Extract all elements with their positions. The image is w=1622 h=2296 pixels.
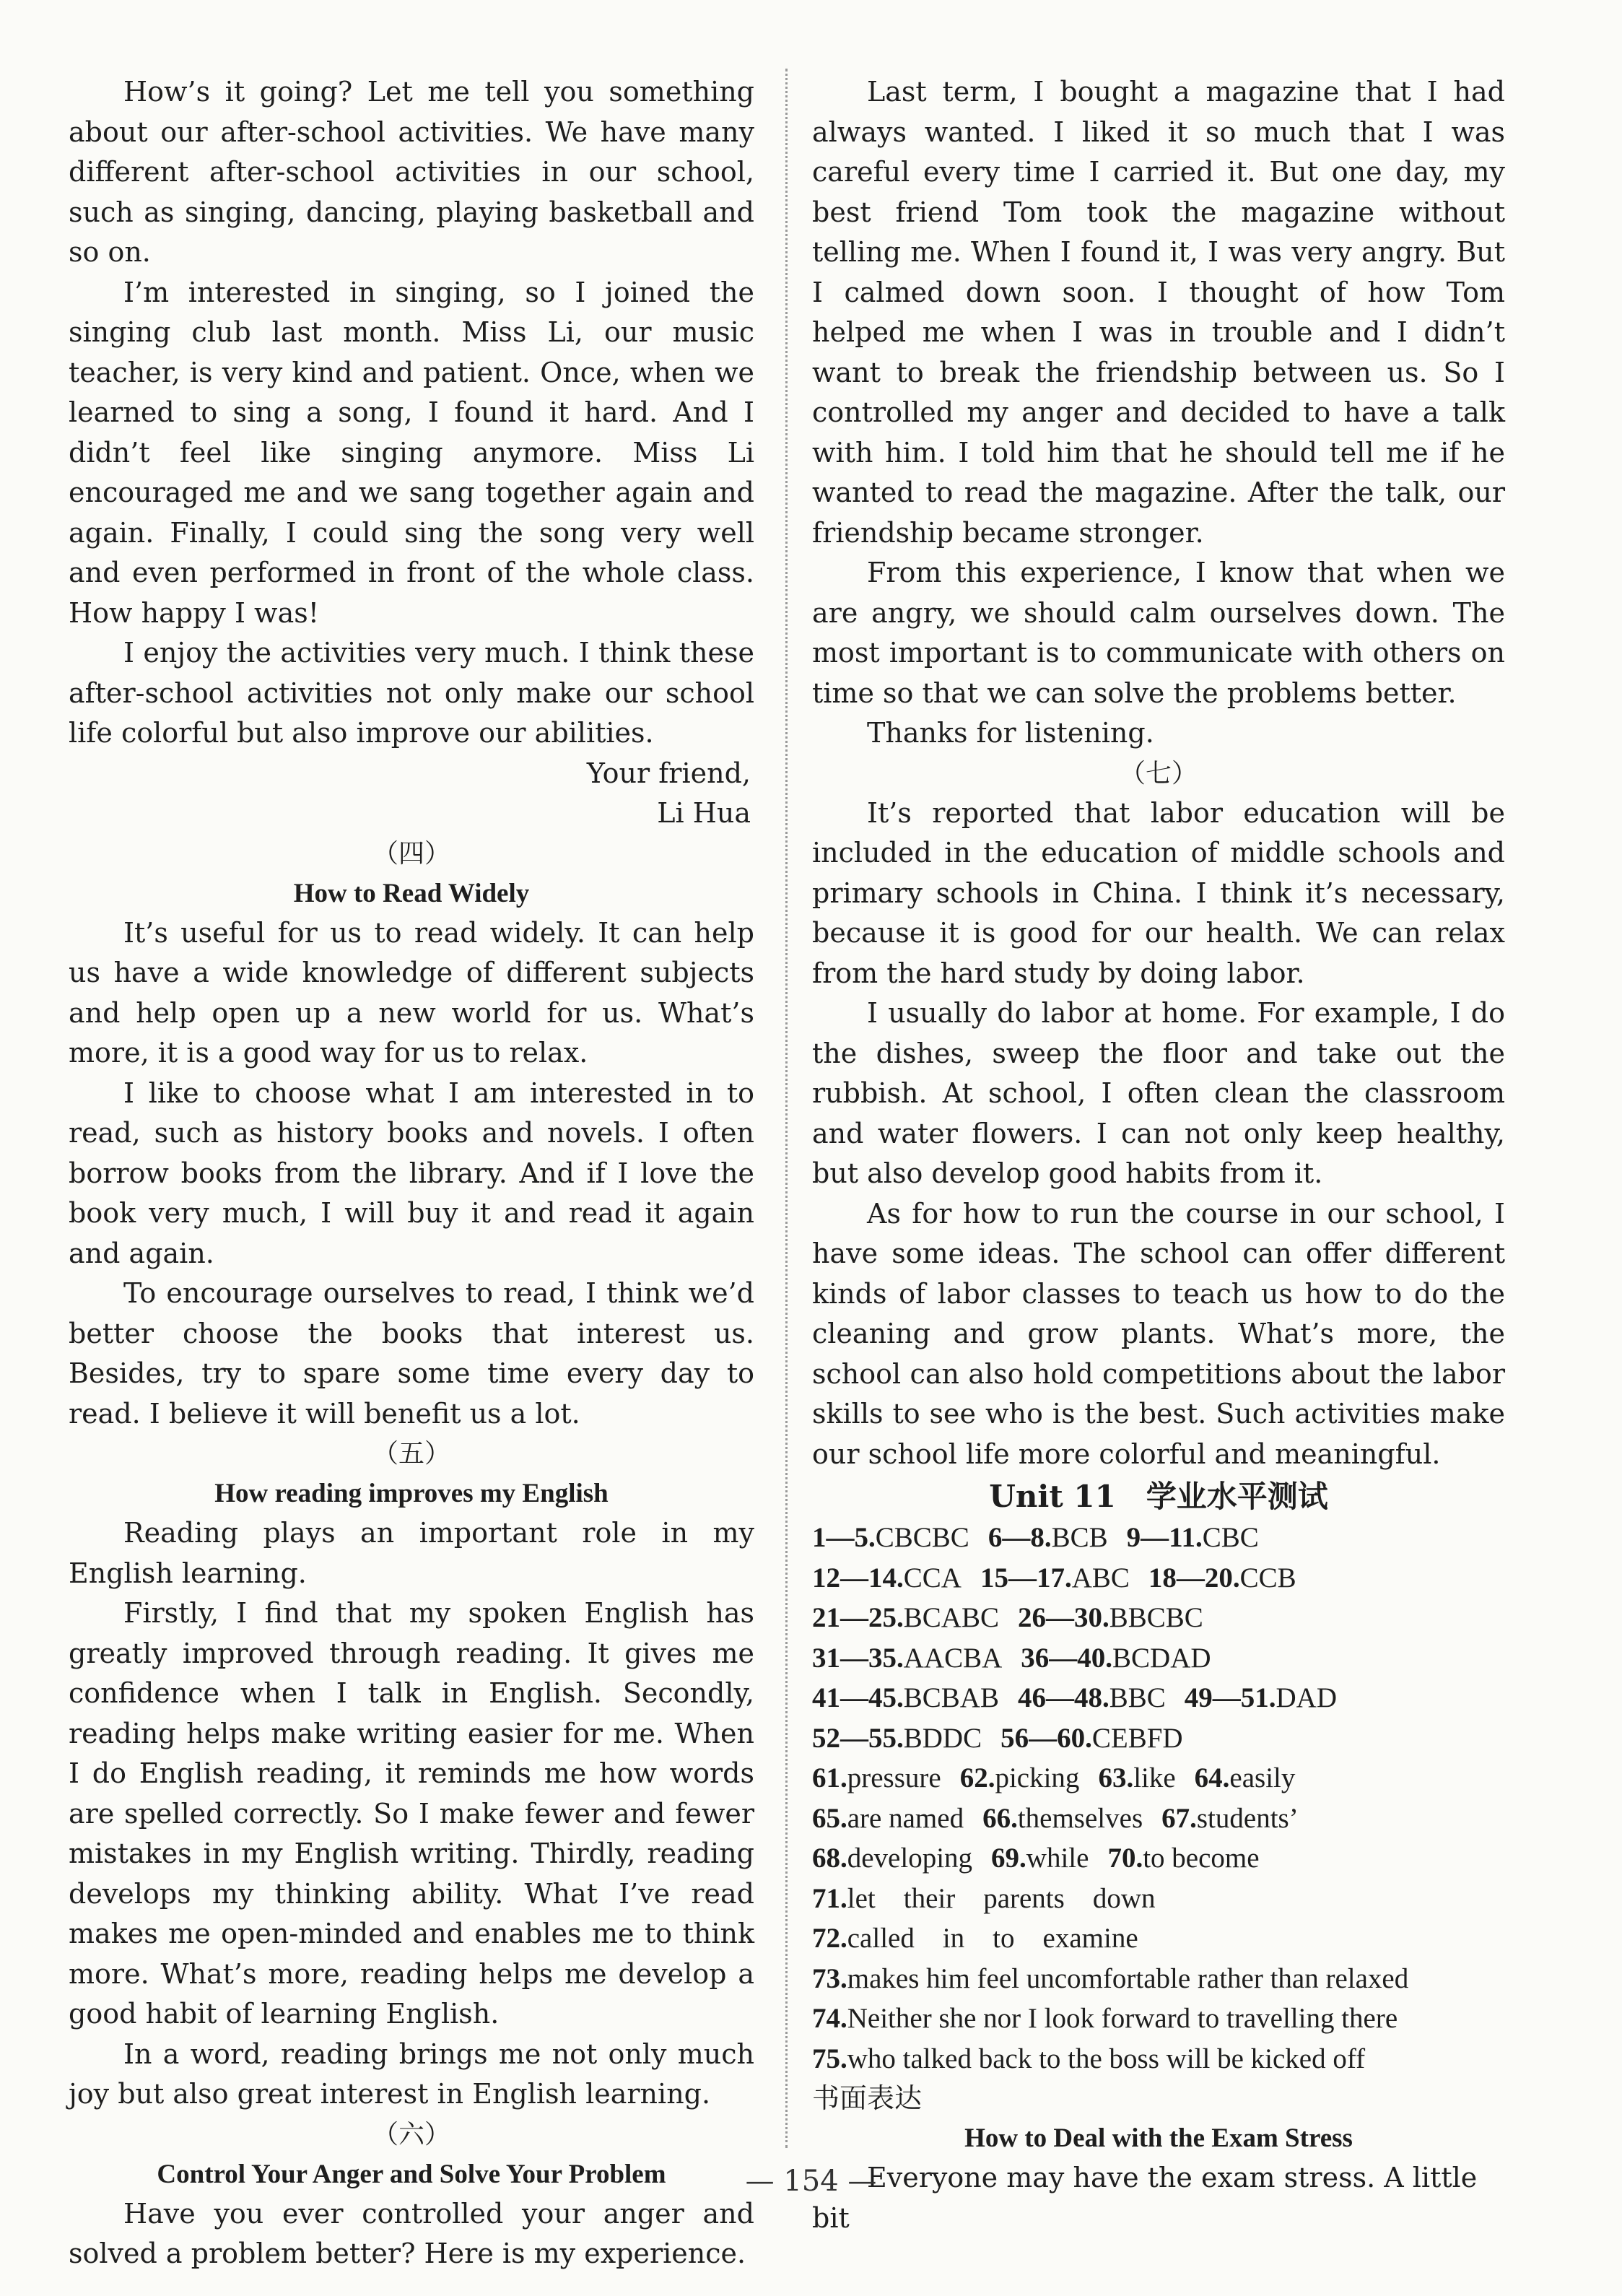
answer-value: BBCBC bbox=[1109, 1602, 1203, 1633]
answer-value: Neither she nor I look forward to travelling there bbox=[847, 2003, 1398, 2034]
answer-number: 56—60. bbox=[1000, 1722, 1092, 1754]
answer-value: called in to examine bbox=[847, 1923, 1138, 1954]
answer-value: like bbox=[1133, 1762, 1176, 1793]
answer-value: who talked back to the boss will be kicked off bbox=[847, 2043, 1366, 2074]
essay-paragraph: Firstly, I find that my spoken English has greatly improved through reading. It gives me confidence when I talk in English. Secondly, reading helps make writing easier for me. When I do English reading, it reminds me how words are spelled correctly. So I make fewer and fewer mistakes in my English writing. Thirdly, reading develops my thinking ability. What I’ve read makes me open-minded and enables me to think more. What’s more, reading helps me develop a good habit of learning English. bbox=[69, 1597, 754, 2030]
answer-number: 6—8. bbox=[987, 1522, 1052, 1553]
answer-value: AACBA bbox=[903, 1642, 1003, 1674]
answer-value: easily bbox=[1229, 1762, 1296, 1793]
answer-number: 9—11. bbox=[1126, 1522, 1203, 1553]
answer-value: ABC bbox=[1071, 1562, 1130, 1593]
answer-number: 12—14. bbox=[812, 1562, 904, 1593]
essay-paragraph: Last term, I bought a magazine that I had always wanted. I liked it so much that I was careful every time I carried it. But one day, my best friend Tom took the magazine without telling me. When I found it, I was very angry. But I calmed down soon. I thought of how Tom helped me when I was in trouble and I didn’t want to break the friendship between us. So I controlled my anger and decided to have a talk with him. I told him that he should tell me if he wanted to read the magazine. After the talk, our friendship became stronger. bbox=[812, 76, 1505, 549]
answer-value: to become bbox=[1143, 1843, 1260, 1874]
essay-paragraph: It’s useful for us to read widely. It can help us have a wide knowledge of different subjects and help open up a new world for us. What’s more, it is a good way for us to relax. bbox=[69, 916, 754, 1069]
unit-test-title: Unit 11 学业水平测试 bbox=[989, 1479, 1328, 1514]
answer-value: makes him feel uncomfortable rather than relaxed bbox=[847, 1962, 1409, 1994]
essay-paragraph: In a word, reading brings me not only much joy but also great interest in English learning. bbox=[69, 2038, 754, 2110]
answer-number: 1—5. bbox=[812, 1522, 876, 1553]
writing-paragraph: Everyone may have the exam stress. A little bit bbox=[812, 2162, 1478, 2234]
answer-number: 15—17. bbox=[980, 1562, 1072, 1593]
answer-value: pressure bbox=[847, 1762, 941, 1793]
answer-line bbox=[812, 1838, 1505, 1879]
answer-line bbox=[812, 1959, 1505, 1999]
answer-number: 36—40. bbox=[1021, 1642, 1113, 1674]
answer-line bbox=[812, 1638, 1505, 1679]
answer-value: picking bbox=[995, 1762, 1080, 1793]
answer-value: students’ bbox=[1196, 1802, 1299, 1834]
section-number: （五） bbox=[372, 1439, 450, 1469]
left-column bbox=[69, 72, 754, 2274]
answer-number: 49—51. bbox=[1184, 1682, 1276, 1713]
answer-number: 74. bbox=[812, 2003, 847, 2034]
section-number: （六） bbox=[372, 2119, 450, 2149]
answer-number: 63. bbox=[1098, 1762, 1134, 1793]
answer-line bbox=[812, 1718, 1505, 1759]
answer-number: 18—20. bbox=[1148, 1562, 1240, 1593]
answer-number: 66. bbox=[982, 1802, 1018, 1834]
letter-paragraph: How’s it going? Let me tell you something about our after-school activities. We have many different after-school activities in our school, such as singing, dancing, playing basketball and so on. bbox=[69, 76, 754, 268]
letter-signature: Li Hua bbox=[657, 797, 751, 829]
answer-number: 26—30. bbox=[1017, 1602, 1109, 1633]
answer-value: let their parents down bbox=[847, 1882, 1156, 1914]
answer-value: CEBFD bbox=[1091, 1722, 1183, 1754]
answer-line bbox=[812, 1518, 1505, 1558]
essay-paragraph: It’s reported that labor education will be included in the education of middle schools and primary schools in China. I think it’s necessary, because it is good for our health. We can relax from the hard study by doing labor. bbox=[812, 796, 1505, 989]
answer-number: 75. bbox=[812, 2043, 847, 2074]
answer-number: 70. bbox=[1107, 1843, 1143, 1874]
answer-line bbox=[812, 1598, 1505, 1638]
section-title: How to Read Widely bbox=[293, 878, 530, 908]
essay-paragraph: Reading plays an important role in my English learning. bbox=[69, 1517, 754, 1589]
answer-line bbox=[812, 1799, 1505, 1839]
letter-paragraph: I enjoy the activities very much. I think these after-school activities not only make our school life colorful but also improve our abilities. bbox=[69, 637, 754, 749]
section-number: （四） bbox=[372, 838, 450, 869]
answer-number: 65. bbox=[812, 1802, 847, 1834]
answer-line bbox=[812, 1678, 1505, 1718]
answer-number: 67. bbox=[1161, 1802, 1197, 1834]
answer-line bbox=[812, 1999, 1505, 2039]
answer-value: BCDAD bbox=[1112, 1642, 1211, 1674]
writing-title: How to Deal with the Exam Stress bbox=[964, 2123, 1353, 2153]
page-number: — 154 — bbox=[745, 2165, 877, 2198]
writing-label: 书面表达 bbox=[812, 2082, 923, 2114]
answer-line bbox=[812, 1918, 1505, 1959]
answer-value: CBC bbox=[1202, 1522, 1259, 1553]
answer-value: DAD bbox=[1276, 1682, 1338, 1713]
essay-paragraph: I usually do labor at home. For example, I do the dishes, sweep the floor and take out the rubbish. At school, I often clean the classroom and water flowers. I can not only keep healthy, but also develop good habits from it. bbox=[812, 997, 1505, 1189]
answer-value: BCABC bbox=[903, 1602, 999, 1633]
answer-line bbox=[812, 1758, 1505, 1799]
answer-number: 41—45. bbox=[812, 1682, 904, 1713]
answer-line bbox=[812, 1879, 1505, 1919]
letter-paragraph: I’m interested in singing, so I joined the singing club last month. Miss Li, our music teacher, is very kind and patient. Once, when we learned to sing a song, I found it hard. And I didn’t feel like singing anymore. Miss Li encouraged me and we sang together again and again. Finally, I could sing the song very well and even performed in front of the whole class. How happy I was! bbox=[69, 276, 754, 629]
answer-line bbox=[812, 1558, 1505, 1599]
essay-paragraph: To encourage ourselves to read, I think we’d better choose the books that interest us. Besides, try to spare some time every day to read. I believe it will benefit us a lot. bbox=[69, 1277, 754, 1430]
answer-value: developing bbox=[847, 1843, 973, 1874]
right-column bbox=[812, 72, 1505, 2238]
answer-value: BCBAB bbox=[903, 1682, 999, 1713]
answer-value: BBC bbox=[1109, 1682, 1166, 1713]
answer-value: themselves bbox=[1017, 1802, 1143, 1834]
section-number: （七） bbox=[1119, 758, 1198, 788]
answer-key bbox=[812, 1518, 1505, 2079]
answer-value: are named bbox=[847, 1802, 964, 1834]
answer-number: 64. bbox=[1194, 1762, 1230, 1793]
essay-paragraph: I like to choose what I am interested in to read, such as history books and novels. I often borrow books from the library. And if I love the book very much, I will buy it and read it again and again. bbox=[69, 1077, 754, 1269]
answer-number: 73. bbox=[812, 1962, 847, 1994]
answer-value: CCA bbox=[903, 1562, 962, 1593]
answer-number: 68. bbox=[812, 1843, 847, 1874]
answer-number: 52—55. bbox=[812, 1722, 904, 1754]
answer-number: 69. bbox=[991, 1843, 1026, 1874]
column-divider bbox=[785, 69, 788, 2148]
answer-value: while bbox=[1026, 1843, 1089, 1874]
essay-paragraph: Have you ever controlled your anger and solved a problem better? Here is my experience. bbox=[69, 2197, 754, 2269]
answer-number: 72. bbox=[812, 1923, 847, 1954]
answer-number: 71. bbox=[812, 1882, 847, 1914]
answer-value: BCB bbox=[1051, 1522, 1108, 1553]
answer-number: 46—48. bbox=[1017, 1682, 1109, 1713]
letter-sign-off: Your friend, bbox=[586, 757, 751, 789]
answer-number: 21—25. bbox=[812, 1602, 904, 1633]
answer-number: 62. bbox=[959, 1762, 995, 1793]
answer-number: 31—35. bbox=[812, 1642, 904, 1674]
essay-paragraph: As for how to run the course in our school, I have some ideas. The school can offer different kinds of labor classes to teach us how to do the cleaning and grow plants. What’s more, the school can also hold competitions about the labor skills to see who is the best. Such activities make our school life more colorful and meaningful. bbox=[812, 1197, 1505, 1470]
essay-paragraph: From this experience, I know that when we are angry, we should calm ourselves down. The most important is to communicate with others on time so that we can solve the problems better. bbox=[812, 557, 1505, 709]
answer-number: 61. bbox=[812, 1762, 847, 1793]
answer-value: BDDC bbox=[903, 1722, 982, 1754]
essay-paragraph: Thanks for listening. bbox=[867, 717, 1154, 749]
answer-value: CCB bbox=[1239, 1562, 1296, 1593]
section-title: Control Your Anger and Solve Your Problem bbox=[157, 2159, 666, 2189]
section-title: How reading improves my English bbox=[214, 1479, 609, 1508]
answer-value: CBCBC bbox=[875, 1522, 969, 1553]
answer-line bbox=[812, 2039, 1505, 2079]
